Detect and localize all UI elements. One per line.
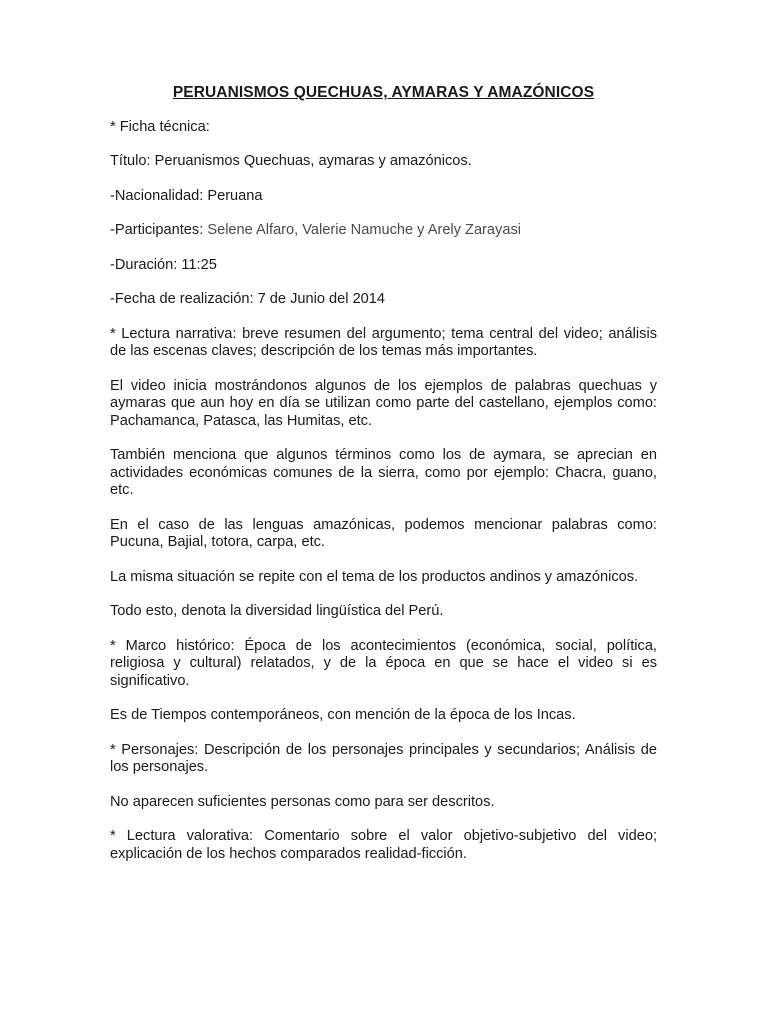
titulo-line: Título: Peruanismos Quechuas, aymaras y amazónicos. bbox=[110, 153, 472, 169]
personajes-heading: * Personajes: Descripción de los personajes principales y secundarios; Análisis de los personajes. bbox=[110, 741, 657, 775]
duracion-line: -Duración: 11:25 bbox=[110, 256, 217, 273]
document-page bbox=[110, 84, 657, 880]
participantes-label: -Participantes: bbox=[110, 222, 208, 238]
paragraph-tiempos: Es de Tiempos contemporáneos, con mención de la época de los Incas. bbox=[110, 707, 576, 723]
participantes-value: Selene Alfaro, Valerie Namuche y Arely Zarayasi bbox=[207, 222, 521, 238]
paragraph-intro: El video inicia mostrándonos algunos de los ejemplos de palabras quechuas y aymaras que aun hoy en día se utilizan como parte del castellano, ejemplos como: Pachamanca, Patasca, las Humitas, etc. bbox=[110, 377, 657, 429]
participantes-line bbox=[110, 222, 657, 240]
nacionalidad-line: -Nacionalidad: Peruana bbox=[110, 187, 263, 204]
lectura-narrativa-heading: * Lectura narrativa: breve resumen del argumento; tema central del video; análisis de las escenas claves; descripción de los temas más importantes. bbox=[110, 325, 657, 359]
paragraph-productos: La misma situación se repite con el tema de los productos andinos y amazónicos. bbox=[110, 568, 639, 585]
paragraph-personas: No aparecen suficientes personas como para ser descritos. bbox=[110, 793, 495, 810]
ficha-tecnica-heading: * Ficha técnica: bbox=[110, 118, 210, 135]
paragraph-aymara: También menciona que algunos términos como los de aymara, se aprecian en actividades económicas comunes de la sierra, como por ejemplo: Chacra, guano, etc. bbox=[110, 447, 657, 498]
paragraph-amazonicas: En el caso de las lenguas amazónicas, podemos mencionar palabras como: Pucuna, Bajial, totora, carpa, etc. bbox=[110, 516, 657, 550]
lectura-valorativa-heading: * Lectura valorativa: Comentario sobre el valor objetivo-subjetivo del video; explicación de los hechos comparados realidad-ficción. bbox=[110, 828, 657, 862]
paragraph-diversidad: Todo esto, denota la diversidad lingüística del Perú. bbox=[110, 603, 444, 619]
document-title: PERUANISMOS QUECHUAS, AYMARAS Y AMAZÓNICOS bbox=[172, 84, 595, 101]
fecha-line: -Fecha de realización: 7 de Junio del 2014 bbox=[110, 291, 386, 307]
marco-historico-heading: * Marco histórico: Época de los acontecimientos (económica, social, política, religiosa y cultural) relatados, y de la época en que se hace el video si es significativo. bbox=[110, 637, 657, 689]
